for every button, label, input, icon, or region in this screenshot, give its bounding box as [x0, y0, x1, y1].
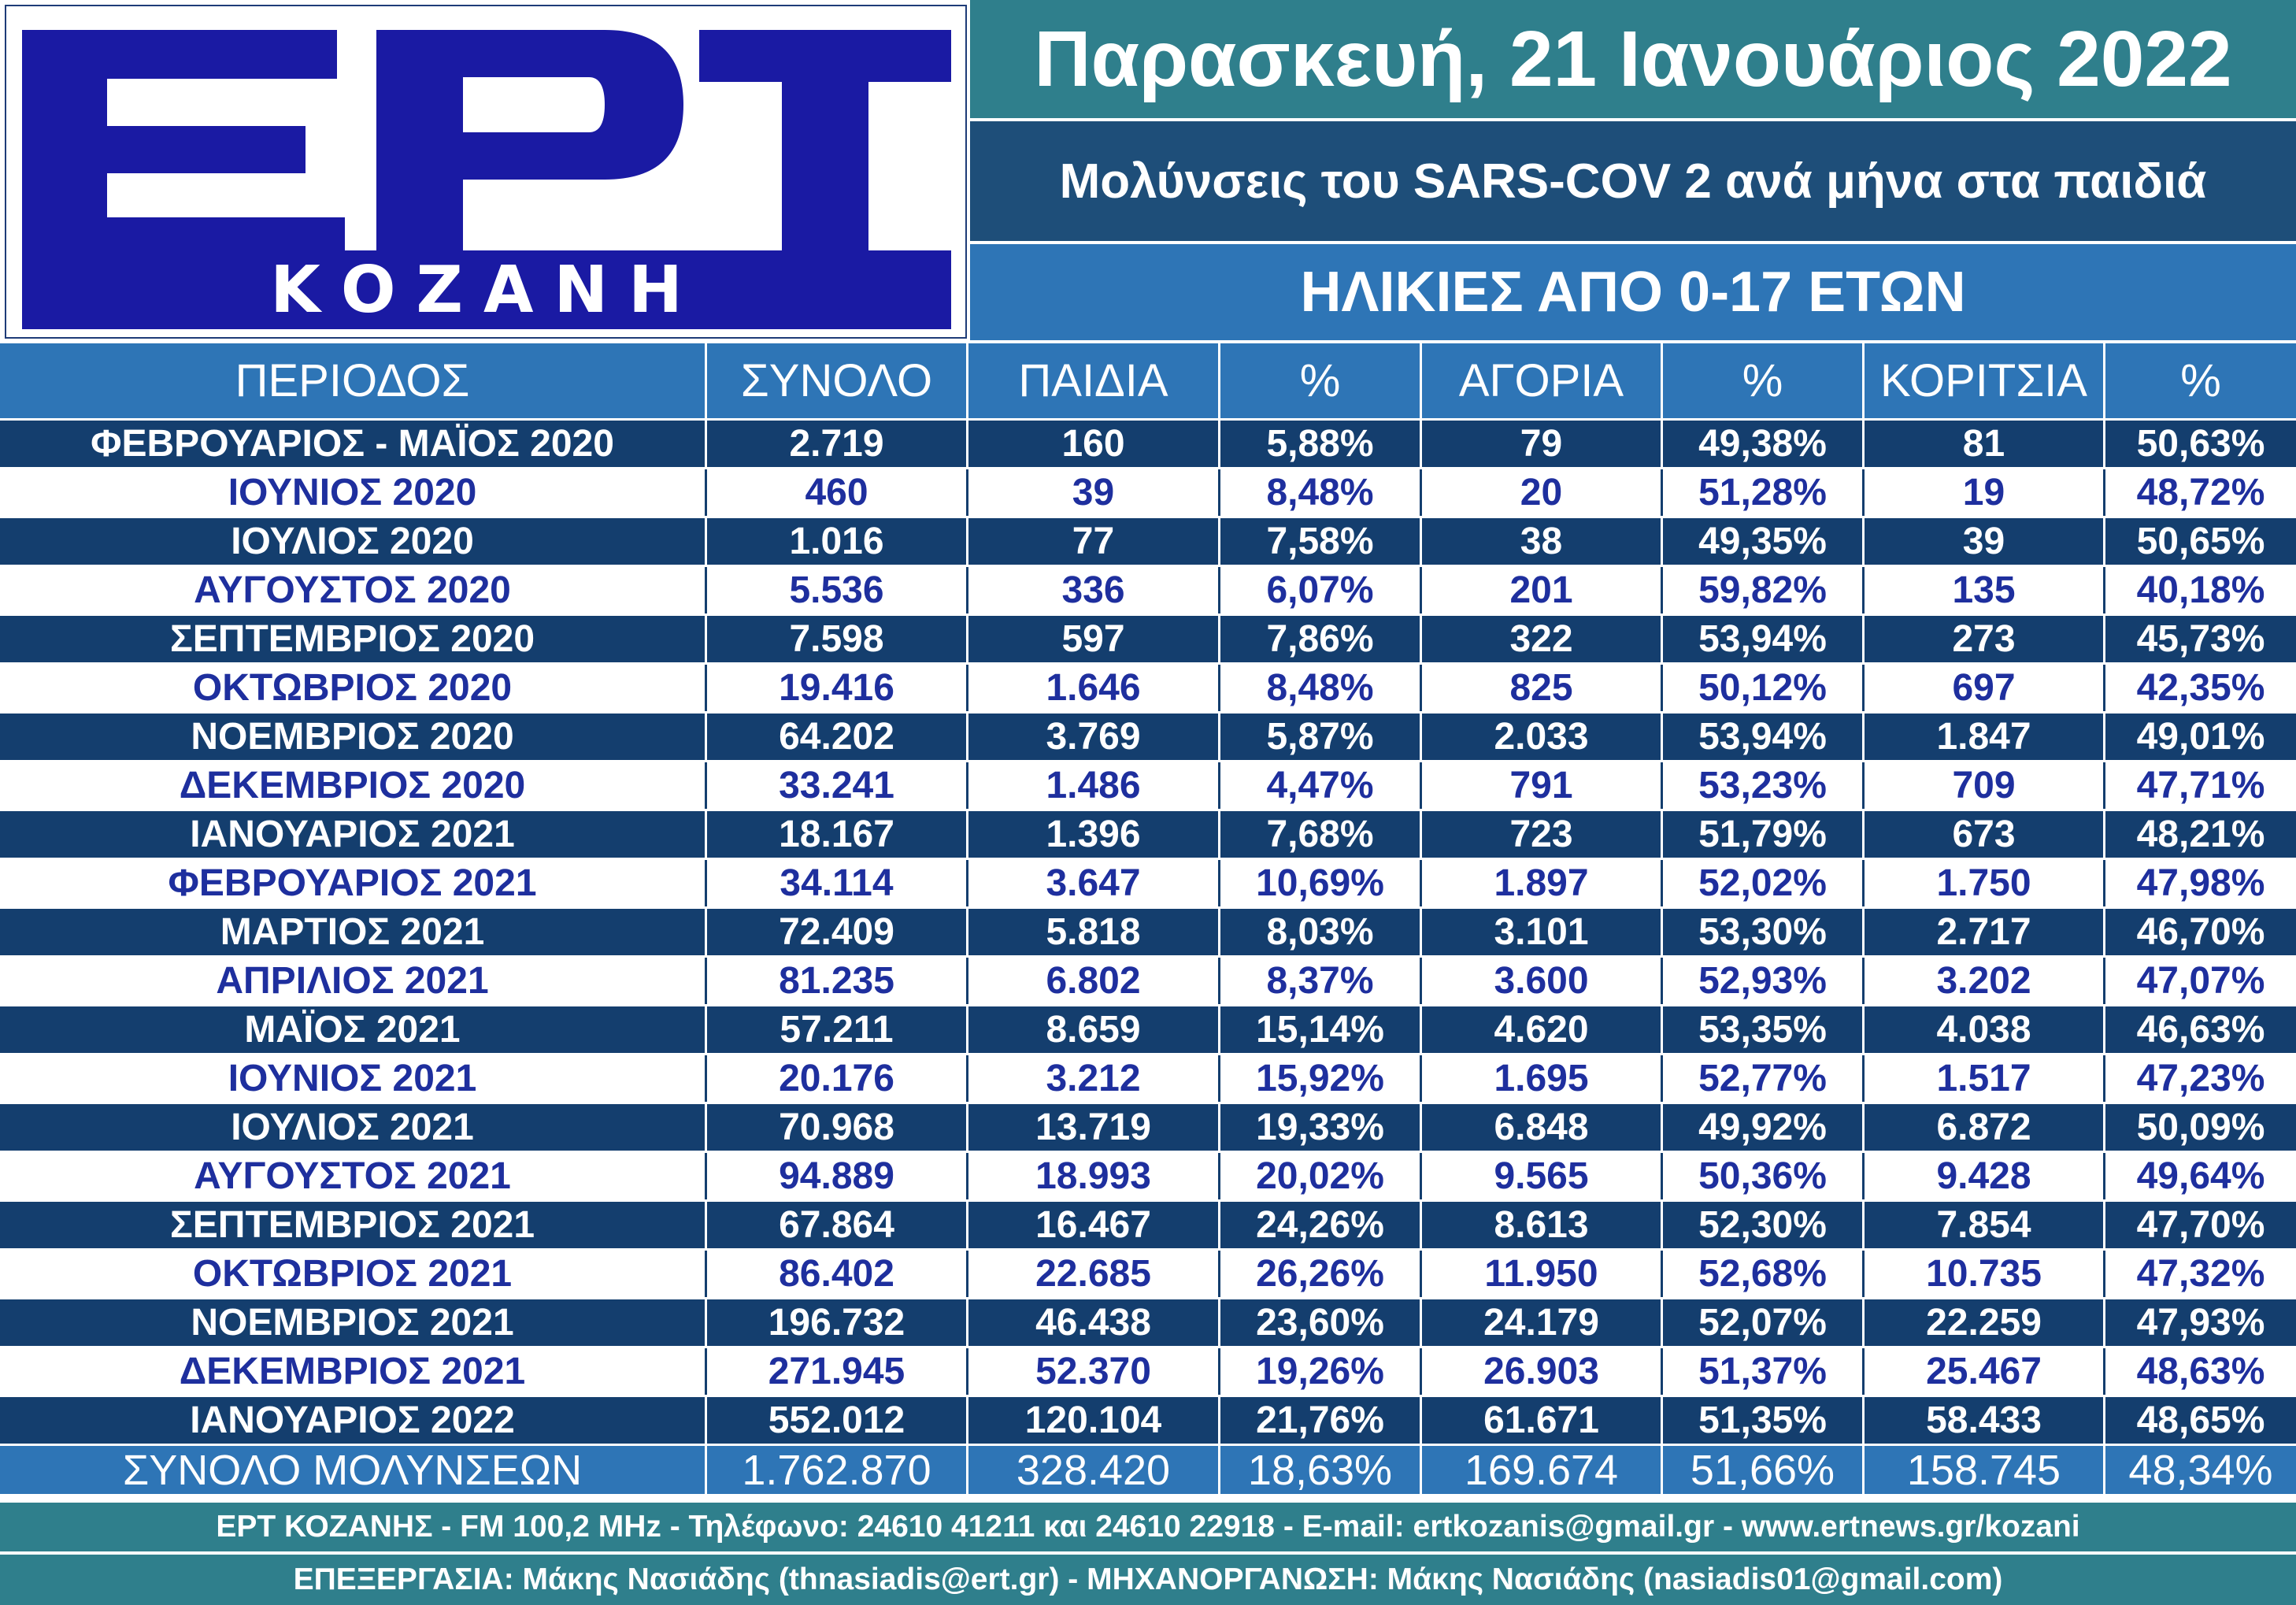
value-cell: 50,12%	[1663, 665, 1865, 711]
value-cell: 1.517	[1865, 1055, 2105, 1102]
value-cell: 169.674	[1422, 1446, 1663, 1494]
value-cell: 19	[1865, 469, 2105, 516]
value-cell: 47,70%	[2136, 1204, 2265, 1246]
value-cell: 72.409	[707, 909, 968, 955]
value-cell: 26.903	[1422, 1348, 1663, 1395]
period-cell: ΑΥΓΟΥΣΤΟΣ 2020	[0, 567, 707, 613]
value-cell: 9.565	[1422, 1153, 1663, 1199]
value-cell: 1.762.870	[707, 1446, 968, 1494]
value-cell: 6.802	[968, 958, 1220, 1004]
value-cell: 3.101	[1422, 909, 1663, 955]
value-cell: 48,63%	[2136, 1351, 2265, 1392]
period-cell: ΔΕΚΕΜΒΡΙΟΣ 2021	[0, 1348, 707, 1395]
table-row	[0, 665, 2296, 714]
value-cell: 42,35%	[2136, 667, 2265, 709]
period-cell: ΟΚΤΩΒΡΙΟΣ 2020	[0, 665, 707, 711]
value-cell: 47,71%	[2136, 765, 2265, 806]
value-cell: 47,93%	[2136, 1302, 2265, 1344]
value-cell: 46,63%	[2136, 1009, 2265, 1051]
value-cell: 322	[1422, 616, 1663, 662]
value-cell: 46,70%	[2136, 911, 2265, 953]
subtitle: Μολύνσεις του SARS-COV 2 ανά μήνα στα παιδιά	[970, 121, 2296, 244]
value-cell: 825	[1422, 665, 1663, 711]
value-cell: 47,07%	[2136, 960, 2265, 1002]
period-cell: ΔΕΚΕΜΒΡΙΟΣ 2020	[0, 762, 707, 809]
value-cell: 57.211	[707, 1006, 968, 1053]
column-header: %	[1663, 343, 1865, 418]
period-cell: ΙΟΥΝΙΟΣ 2020	[0, 469, 707, 516]
value-cell: 1.646	[968, 665, 1220, 711]
value-cell: 6.872	[1865, 1104, 2105, 1151]
value-cell: 52.370	[968, 1348, 1220, 1395]
table-row	[0, 958, 2296, 1006]
value-cell: 273	[1865, 616, 2105, 662]
value-cell: 67.864	[707, 1202, 968, 1248]
table-row	[0, 1104, 2296, 1153]
value-cell: 25.467	[1865, 1348, 2105, 1395]
value-cell: 40,18%	[2136, 569, 2265, 611]
value-cell: 51,66%	[1663, 1446, 1865, 1494]
value-cell: 15,14%	[1220, 1006, 1422, 1053]
value-cell: 39	[1865, 518, 2105, 565]
value-cell: 5.818	[968, 909, 1220, 955]
table-header-row	[0, 343, 2296, 421]
value-cell: 26,26%	[1220, 1251, 1422, 1297]
table-row	[0, 762, 2296, 811]
value-cell: 70.968	[707, 1104, 968, 1151]
table-row	[0, 1153, 2296, 1202]
value-cell: 23,60%	[1220, 1299, 1422, 1346]
value-cell: 7,86%	[1220, 616, 1422, 662]
value-cell: 51,28%	[1663, 469, 1865, 516]
value-cell: 697	[1865, 665, 2105, 711]
period-cell: ΦΕΒΡΟΥΑΡΙΟΣ - ΜΑΪΟΣ 2020	[0, 421, 707, 467]
value-cell: 46.438	[968, 1299, 1220, 1346]
column-header: ΚΟΡΙΤΣΙΑ	[1865, 343, 2105, 418]
column-header: %	[2180, 355, 2221, 406]
value-cell: 673	[1865, 811, 2105, 858]
value-cell: 51,79%	[1663, 811, 1865, 858]
value-cell: 10,69%	[1220, 860, 1422, 906]
value-cell: 53,94%	[1663, 714, 1865, 760]
value-cell: 120.104	[968, 1397, 1220, 1444]
value-cell: 49,64%	[2136, 1155, 2265, 1197]
value-cell: 53,35%	[1663, 1006, 1865, 1053]
value-cell: 19,33%	[1220, 1104, 1422, 1151]
value-cell: 58.433	[1865, 1397, 2105, 1444]
value-cell: 45,73%	[2136, 618, 2265, 660]
value-cell: 51,35%	[1663, 1397, 1865, 1444]
value-cell: 4,47%	[1220, 762, 1422, 809]
value-cell: 791	[1422, 762, 1663, 809]
value-cell: 4.038	[1865, 1006, 2105, 1053]
value-cell: 50,63%	[2136, 423, 2265, 465]
value-cell: 47,32%	[2136, 1253, 2265, 1295]
table-row	[0, 518, 2296, 567]
value-cell: 81.235	[707, 958, 968, 1004]
value-cell: 19,26%	[1220, 1348, 1422, 1395]
period-cell: ΙΟΥΛΙΟΣ 2020	[0, 518, 707, 565]
value-cell: 52,77%	[1663, 1055, 1865, 1102]
value-cell: 53,23%	[1663, 762, 1865, 809]
value-cell: 48,34%	[2128, 1446, 2273, 1494]
value-cell: 22.685	[968, 1251, 1220, 1297]
logo-city: ΚΟΖΑΝΗ	[270, 252, 703, 328]
value-cell: 52,07%	[1663, 1299, 1865, 1346]
value-cell: 135	[1865, 567, 2105, 613]
column-header: ΑΓΟΡΙΑ	[1422, 343, 1663, 418]
column-header: ΠΑΙΔΙΑ	[968, 343, 1220, 418]
value-cell: 3.202	[1865, 958, 2105, 1004]
value-cell: 51,37%	[1663, 1348, 1865, 1395]
value-cell: 47,23%	[2136, 1058, 2265, 1099]
value-cell: 94.889	[707, 1153, 968, 1199]
period-cell: ΙΟΥΝΙΟΣ 2021	[0, 1055, 707, 1102]
value-cell: 47,98%	[2136, 862, 2265, 904]
value-cell: 1.695	[1422, 1055, 1663, 1102]
value-cell: 61.671	[1422, 1397, 1663, 1444]
value-cell: 1.750	[1865, 860, 2105, 906]
table-row	[0, 1055, 2296, 1104]
value-cell: 81	[1865, 421, 2105, 467]
value-cell: 709	[1865, 762, 2105, 809]
value-cell: 38	[1422, 518, 1663, 565]
value-cell: 8,48%	[1220, 469, 1422, 516]
value-cell: 86.402	[707, 1251, 968, 1297]
table-row	[0, 469, 2296, 518]
period-cell: ΦΕΒΡΟΥΑΡΙΟΣ 2021	[0, 860, 707, 906]
period-cell: ΜΑΪΟΣ 2021	[0, 1006, 707, 1053]
table-row	[0, 421, 2296, 469]
value-cell: 3.212	[968, 1055, 1220, 1102]
value-cell: 552.012	[707, 1397, 968, 1444]
value-cell: 8.613	[1422, 1202, 1663, 1248]
value-cell: 18.993	[968, 1153, 1220, 1199]
value-cell: 39	[968, 469, 1220, 516]
value-cell: 50,09%	[2136, 1106, 2265, 1148]
value-cell: 4.620	[1422, 1006, 1663, 1053]
value-cell: 10.735	[1865, 1251, 2105, 1297]
value-cell: 52,68%	[1663, 1251, 1865, 1297]
value-cell: 2.033	[1422, 714, 1663, 760]
date-title: Παρασκευή, 21 Ιανουάριος 2022	[970, 0, 2296, 121]
value-cell: 8,03%	[1220, 909, 1422, 955]
value-cell: 5.536	[707, 567, 968, 613]
table-row	[0, 616, 2296, 665]
table-row	[0, 860, 2296, 909]
value-cell: 196.732	[707, 1299, 968, 1346]
value-cell: 1.396	[968, 811, 1220, 858]
value-cell: 48,72%	[2136, 472, 2265, 513]
value-cell: 3.647	[968, 860, 1220, 906]
value-cell: 271.945	[707, 1348, 968, 1395]
value-cell: 48,21%	[2136, 814, 2265, 855]
value-cell: 723	[1422, 811, 1663, 858]
value-cell: 53,30%	[1663, 909, 1865, 955]
total-row	[0, 1446, 2296, 1496]
period-cell: ΙΑΝΟΥΑΡΙΟΣ 2021	[0, 811, 707, 858]
value-cell: 7.854	[1865, 1202, 2105, 1248]
value-cell: 34.114	[707, 860, 968, 906]
value-cell: 8,48%	[1220, 665, 1422, 711]
period-cell: ΙΟΥΛΙΟΣ 2021	[0, 1104, 707, 1151]
value-cell: 2.717	[1865, 909, 2105, 955]
period-cell: ΝΟΕΜΒΡΙΟΣ 2021	[0, 1299, 707, 1346]
value-cell: 79	[1422, 421, 1663, 467]
table-row	[0, 1202, 2296, 1251]
value-cell: 8,37%	[1220, 958, 1422, 1004]
value-cell: 5,87%	[1220, 714, 1422, 760]
table-row	[0, 909, 2296, 958]
value-cell: 49,92%	[1663, 1104, 1865, 1151]
value-cell: 8.659	[968, 1006, 1220, 1053]
value-cell: 52,02%	[1663, 860, 1865, 906]
value-cell: 53,94%	[1663, 616, 1865, 662]
value-cell: 20	[1422, 469, 1663, 516]
value-cell: 328.420	[968, 1446, 1220, 1494]
column-header: ΣΥΝΟΛΟ	[707, 343, 968, 418]
value-cell: 24,26%	[1220, 1202, 1422, 1248]
value-cell: 33.241	[707, 762, 968, 809]
table-row	[0, 1397, 2296, 1446]
value-cell: 48,65%	[2136, 1399, 2265, 1441]
table-row	[0, 811, 2296, 860]
value-cell: 160	[968, 421, 1220, 467]
value-cell: 6,07%	[1220, 567, 1422, 613]
value-cell: 3.769	[968, 714, 1220, 760]
table-row	[0, 714, 2296, 762]
period-cell: ΟΚΤΩΒΡΙΟΣ 2021	[0, 1251, 707, 1297]
value-cell: 52,30%	[1663, 1202, 1865, 1248]
value-cell: 15,92%	[1220, 1055, 1422, 1102]
value-cell: 158.745	[1865, 1446, 2105, 1494]
age-group-label: ΗΛΙΚΙΕΣ ΑΠΟ 0-17 ΕΤΩΝ	[970, 244, 2296, 343]
credits-footer: ΕΠΕΞΕΡΓΑΣΙΑ: Μάκης Νασιάδης (thnasiadis@ert.gr) - ΜΗΧΑΝΟΡΓΑΝΩΣΗ: Μάκης Νασιάδης (nasiadis01@gmail.com)	[0, 1551, 2296, 1605]
value-cell: 52,93%	[1663, 958, 1865, 1004]
value-cell: 59,82%	[1663, 567, 1865, 613]
value-cell: 7,68%	[1220, 811, 1422, 858]
value-cell: 22.259	[1865, 1299, 2105, 1346]
value-cell: 1.016	[707, 518, 968, 565]
period-cell: ΣΕΠΤΕΜΒΡΙΟΣ 2020	[0, 616, 707, 662]
period-cell: ΣΕΠΤΕΜΒΡΙΟΣ 2021	[0, 1202, 707, 1248]
value-cell: 460	[707, 469, 968, 516]
value-cell: 18.167	[707, 811, 968, 858]
value-cell: 9.428	[1865, 1153, 2105, 1199]
table-row	[0, 1348, 2296, 1397]
value-cell: 5,88%	[1220, 421, 1422, 467]
value-cell: 16.467	[968, 1202, 1220, 1248]
value-cell: 21,76%	[1220, 1397, 1422, 1444]
value-cell: 7.598	[707, 616, 968, 662]
value-cell: 336	[968, 567, 1220, 613]
period-cell: ΑΠΡΙΛΙΟΣ 2021	[0, 958, 707, 1004]
table-row	[0, 567, 2296, 616]
value-cell: 77	[968, 518, 1220, 565]
table-row	[0, 1006, 2296, 1055]
value-cell: 7,58%	[1220, 518, 1422, 565]
period-cell: ΣΥΝΟΛΟ ΜΟΛΥΝΣΕΩΝ	[0, 1446, 707, 1494]
value-cell: 24.179	[1422, 1299, 1663, 1346]
infections-table	[0, 343, 2296, 1496]
value-cell: 49,01%	[2136, 716, 2265, 758]
value-cell: 11.950	[1422, 1251, 1663, 1297]
value-cell: 18,63%	[1220, 1446, 1422, 1494]
value-cell: 201	[1422, 567, 1663, 613]
value-cell: 64.202	[707, 714, 968, 760]
value-cell: 1.486	[968, 762, 1220, 809]
value-cell: 1.847	[1865, 714, 2105, 760]
period-cell: ΙΑΝΟΥΑΡΙΟΣ 2022	[0, 1397, 707, 1444]
table-row	[0, 1299, 2296, 1348]
value-cell: 6.848	[1422, 1104, 1663, 1151]
value-cell: 19.416	[707, 665, 968, 711]
period-cell: ΑΥΓΟΥΣΤΟΣ 2021	[0, 1153, 707, 1199]
period-cell: ΜΑΡΤΙΟΣ 2021	[0, 909, 707, 955]
period-cell: ΝΟΕΜΒΡΙΟΣ 2020	[0, 714, 707, 760]
value-cell: 49,38%	[1663, 421, 1865, 467]
column-header: ΠΕΡΙΟΔΟΣ	[0, 343, 707, 418]
value-cell: 50,36%	[1663, 1153, 1865, 1199]
table-row	[0, 1251, 2296, 1299]
value-cell: 2.719	[707, 421, 968, 467]
value-cell: 1.897	[1422, 860, 1663, 906]
value-cell: 20.176	[707, 1055, 968, 1102]
value-cell: 13.719	[968, 1104, 1220, 1151]
value-cell: 3.600	[1422, 958, 1663, 1004]
value-cell: 597	[968, 616, 1220, 662]
value-cell: 49,35%	[1663, 518, 1865, 565]
value-cell: 50,65%	[2136, 521, 2265, 562]
value-cell: 20,02%	[1220, 1153, 1422, 1199]
contact-footer: ΕΡΤ ΚΟΖΑΝΗΣ - FM 100,2 MHz - Τηλέφωνο: 24610 41211 και 24610 22918 - E-mail: ertkozanis@gmail.gr - www.ertnews.gr/kozani	[0, 1499, 2296, 1551]
ert-kozani-logo	[5, 5, 967, 339]
column-header: %	[1220, 343, 1422, 418]
